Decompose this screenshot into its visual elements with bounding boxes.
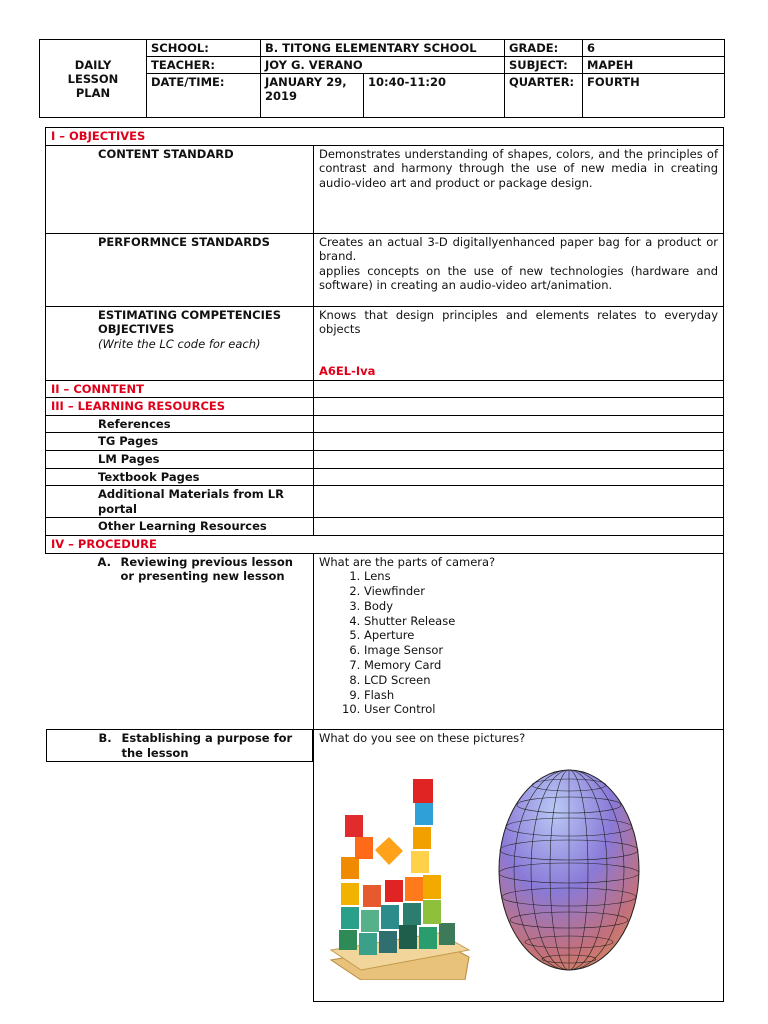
content-heading: II – CONNTENT xyxy=(46,380,314,398)
performance-standards-label: PERFORMNCE STANDARDS xyxy=(46,233,314,306)
daily-lesson-plan-title: DAILY LESSON PLAN xyxy=(40,40,147,118)
list-item: 9. Flash xyxy=(364,688,718,703)
pictures-question: What do you see on these pictures? xyxy=(319,730,526,745)
content-value xyxy=(314,380,724,398)
header-table xyxy=(39,39,725,118)
list-item: 6. Image Sensor xyxy=(364,643,718,658)
procedure-b-letter: B. xyxy=(98,731,112,746)
objectives-heading: I – OBJECTIVES xyxy=(46,128,724,146)
competencies-label-2: OBJECTIVES xyxy=(98,322,175,337)
procedure-b-content xyxy=(314,729,724,1001)
school-label: SCHOOL: xyxy=(147,40,261,57)
procedure-a-label-cell xyxy=(46,554,314,585)
camera-question: What are the parts of camera? xyxy=(319,554,496,569)
teacher-value: JOY G. VERANO xyxy=(261,57,505,74)
procedure-heading: IV – PROCEDURE xyxy=(46,535,724,553)
stacked-blocks-image xyxy=(331,779,469,980)
subject-value: MAPEH xyxy=(583,57,725,74)
list-item: 7. Memory Card xyxy=(364,658,718,673)
quarter-label: QUARTER: xyxy=(505,74,583,118)
content-standard-text: Demonstrates understanding of shapes, colors, and the principles of contrast and harmony through the use of new media in creating audio-video art and product or package design. xyxy=(314,145,724,233)
tg-pages-value xyxy=(314,433,724,451)
performance-text-1: Creates an actual 3-D digitallyenhanced paper bag for a product or brand. xyxy=(319,234,719,264)
references-value xyxy=(314,415,724,433)
competencies-label-1: ESTIMATING COMPETENCIES xyxy=(98,307,282,322)
references-label: References xyxy=(46,415,314,433)
grade-label: GRADE: xyxy=(505,40,583,57)
list-item: 8. LCD Screen xyxy=(364,673,718,688)
pictures-svg xyxy=(319,745,719,980)
subject-label: SUBJECT: xyxy=(505,57,583,74)
other-resources-value xyxy=(314,518,724,536)
quarter-value: FOURTH xyxy=(583,74,725,118)
list-item: 5. Aperture xyxy=(364,628,718,643)
additional-materials-label: Additional Materials from LR portal xyxy=(46,486,314,518)
lm-pages-value xyxy=(314,450,724,468)
lc-code: A6EL-Iva xyxy=(319,363,376,378)
lm-pages-label: LM Pages xyxy=(46,450,314,468)
date-value: JANUARY 29, 2019 xyxy=(261,74,364,118)
resources-heading: III – LEARNING RESOURCES xyxy=(46,398,314,416)
competencies-text: Knows that design principles and elements relates to everyday objects xyxy=(319,307,719,337)
performance-standards-cell xyxy=(314,233,724,306)
content-standard-label: CONTENT STANDARD xyxy=(46,145,314,233)
textbook-pages-label: Textbook Pages xyxy=(46,468,314,486)
resources-value xyxy=(314,398,724,416)
grade-value: 6 xyxy=(583,40,725,57)
datetime-label: DATE/TIME: xyxy=(147,74,261,118)
time-value: 10:40-11:20 xyxy=(364,74,505,118)
tg-pages-label: TG Pages xyxy=(46,433,314,451)
other-resources-label: Other Learning Resources xyxy=(46,518,314,536)
competencies-note: (Write the LC code for each) xyxy=(98,336,261,351)
list-item: 4. Shutter Release xyxy=(364,614,718,629)
performance-text-2: applies concepts on the use of new technologies (hardware and software) in creating an audio-video art/animation. xyxy=(319,263,719,293)
list-item: 10. User Control xyxy=(364,702,718,717)
camera-parts-list xyxy=(319,569,718,717)
teacher-label: TEACHER: xyxy=(147,57,261,74)
textbook-pages-value xyxy=(314,468,724,486)
procedure-a-letter: A. xyxy=(97,554,111,569)
additional-materials-value xyxy=(314,486,724,518)
procedure-a-label: Reviewing previous lesson or presenting new lesson xyxy=(120,554,293,584)
list-item: 1. Lens xyxy=(364,569,718,584)
lesson-table xyxy=(45,127,724,1002)
list-item: 2. Viewfinder xyxy=(364,584,718,599)
competencies-value-cell xyxy=(314,306,724,380)
school-value: B. TITONG ELEMENTARY SCHOOL xyxy=(261,40,505,57)
procedure-b-label-cell xyxy=(46,729,314,762)
procedure-a-content xyxy=(314,553,724,729)
competencies-cell xyxy=(46,306,314,380)
procedure-b-label: Establishing a purpose for the lesson xyxy=(121,731,293,760)
pictures-area xyxy=(319,745,718,975)
wireframe-sphere-image xyxy=(499,770,639,970)
list-item: 3. Body xyxy=(364,599,718,614)
